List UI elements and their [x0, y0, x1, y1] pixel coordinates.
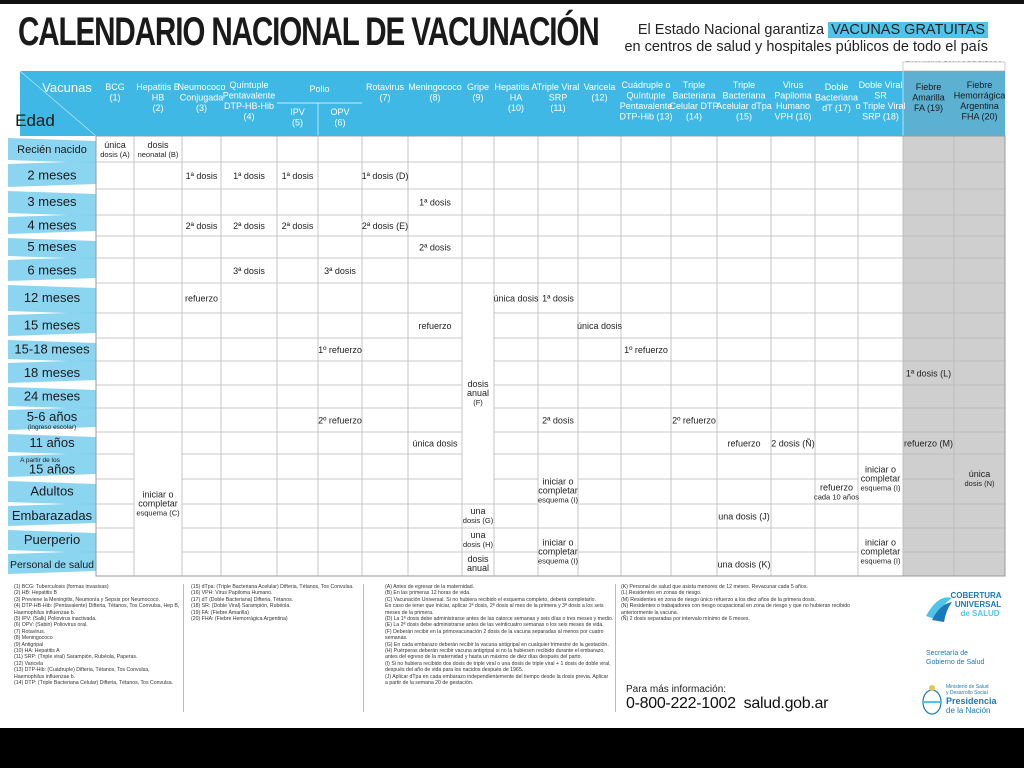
column-header-5-line: (5) — [292, 117, 303, 128]
dose-cell: 1ª dosis — [542, 293, 574, 304]
column-header-19-line: Amarilla — [912, 92, 945, 103]
footnote-line: Haemophilus influenzae b. — [14, 609, 76, 616]
dose-cell: dosis — [147, 140, 169, 150]
column-header-3-line: Conjugada — [179, 92, 224, 103]
merged-cell-text: esquema (I) — [860, 483, 901, 493]
dose-cell: 1º refuerzo — [624, 345, 668, 355]
column-header-14-line: Bacteriana — [672, 90, 716, 101]
column-header-14-line: Triple — [682, 80, 706, 90]
footnote-line: (17) dT (Doble Bacteriana) Difteria, Tétanos. — [191, 596, 294, 603]
column-header-3-line: (3) — [196, 103, 207, 113]
corner-vacunas-label: Vacunas — [42, 80, 92, 95]
merged-cell-text: iniciar o — [542, 476, 574, 487]
ministerio-text-2: y Desarrollo Social — [946, 690, 988, 696]
column-header-8-line: (8) — [429, 92, 441, 103]
column-header-3-line: Neumococo — [177, 82, 226, 92]
footnote-line: (7) Rotavirus. — [14, 628, 46, 635]
column-header-20-line: Hemorrágica — [953, 90, 1006, 101]
phone-number[interactable]: 0-800-222-1002 — [626, 695, 736, 712]
footnote-line: (J) Aplicar dTpa en cada embarazo independientemente del tiempo desde la dosis previa. Aplicar — [385, 673, 609, 680]
presidencia-text-2: de la Nación — [946, 706, 991, 715]
row-label: Adultos — [30, 483, 74, 499]
column-header-19-line: Fiebre — [915, 82, 942, 92]
merged-cell-text: anual — [466, 388, 490, 398]
column-header-6-line: OPV — [330, 107, 350, 117]
column-header-4-line: (4) — [243, 111, 255, 122]
footnote-line: (18) SR: (Doble Viral) Sarampión, Rubéola. — [191, 603, 291, 610]
column-header-11-line: SRP — [548, 92, 568, 103]
page-title: CALENDARIO NACIONAL DE VACUNACIÓN — [18, 10, 599, 54]
merged-cell-text: esquema (I) — [860, 556, 901, 566]
column-header-20-line: FHA (20) — [961, 111, 998, 122]
footnote-line: (D) La 1ª dosis debe administrarse antes de las catorce semanas y seis días o tres meses y medio. — [385, 616, 614, 623]
divider — [183, 584, 184, 712]
footnotes-col-1 — [14, 584, 179, 687]
row-label: Personal de salud — [9, 559, 95, 571]
dose-cell: 1ª dosis (D) — [361, 171, 409, 181]
column-header-17-line: Doble — [824, 82, 849, 92]
merged-cell-text: completar — [860, 473, 901, 484]
column-header-17-line: Bacteriana — [814, 92, 859, 103]
merged-cell-text: (F) — [473, 398, 483, 407]
column-header-20-line: Argentina — [960, 101, 999, 111]
row-label: 24 meses — [23, 388, 81, 404]
column-header-16-line: Virus — [782, 80, 804, 90]
row-sublabel: A partir de los — [20, 457, 60, 464]
footnote-line: (N) Residentes o trabajadores con riesgo ocupacional en zona de riesgo y que no hubieran recibido — [621, 603, 850, 610]
footnote-line: (8) Meningococo — [14, 635, 53, 642]
coat-of-arms-icon — [923, 685, 941, 714]
column-header-13-line: DTP-Hib (13) — [619, 111, 673, 122]
dose-cell-sub: dosis (A) — [100, 150, 130, 159]
dose-cell: refuerzo (M) — [903, 438, 954, 449]
column-header-2-line: Hepatitis B — [136, 82, 180, 92]
corner-edad-label: Edad — [15, 111, 55, 130]
column-header-4-line: DTP-HB-Hib — [223, 101, 275, 111]
tagline-highlight: VACUNAS GRATUITAS — [828, 22, 988, 38]
column-header-16-line: VPH (16) — [774, 111, 812, 122]
column-header-15-line: Acelular dTpa — [716, 101, 772, 111]
column-header-2-line: HB — [151, 92, 165, 103]
cobertura-text-3: de SALUD — [960, 609, 1000, 618]
dose-cell: 2ª dosis (E) — [361, 221, 409, 231]
website-link[interactable]: salud.gob.ar — [743, 695, 829, 712]
merged-cell-text: completar — [860, 546, 901, 557]
merged-cell-text: anual — [466, 563, 490, 573]
footnote-line: (E) La 2ª dosis debe administrarse antes de las veinticuatro semanas o los seis meses de vida. — [385, 622, 604, 629]
column-header-12-line: (12) — [591, 92, 608, 103]
footnote-line: Haemophilus influenzae b. — [14, 673, 76, 680]
column-header-20-line: Fiebre — [966, 80, 993, 90]
column-header-18-line: Doble Viral — [858, 80, 903, 90]
column-header-11-line: Triple Viral — [536, 82, 580, 92]
footnote-line: (16) VPH: Virus Papiloma Humano. — [191, 590, 273, 597]
row-sublabel: (ingreso escolar) — [27, 424, 77, 431]
logo-graphics — [918, 586, 1018, 726]
row-label: Puerperio — [23, 532, 81, 547]
column-header-13-line: Quíntuple — [626, 90, 666, 101]
footnote-line: anteriormente la vacuna. — [621, 609, 679, 616]
dose-cell: 2ª dosis — [185, 221, 218, 231]
footnote-line: (B) En las primeras 12 horas de vida. — [385, 590, 471, 597]
row-label: 4 meses — [27, 217, 77, 233]
footnote-line: En caso de tener que iniciar, aplicar 1ª dosis, 2ª dosis al mes de la primera y 3ª dosis a los seis — [385, 603, 604, 610]
dose-cell: 2ª dosis — [233, 221, 265, 231]
footnote-line: antes del egreso de la maternidad y hasta un máximo de diez días después del parto. — [385, 654, 582, 661]
row-label: 11 años — [29, 435, 75, 450]
dose-cell: refuerzo — [819, 482, 854, 493]
logos — [918, 586, 1018, 726]
column-header-6-line: (6) — [334, 117, 346, 128]
dose-cell: una dosis (J) — [718, 511, 770, 522]
footnote-line: (13) DTP-Hib: (Cuádruple) Difteria, Tétanos, Tos Convulsa, — [14, 667, 150, 674]
bottom-border — [0, 728, 1024, 768]
tagline-line2: en centros de salud y hospitales públicos de todo el país — [624, 39, 988, 55]
column-header-13-line: Pentavalente — [619, 101, 673, 111]
merged-cell-text: iniciar o — [542, 537, 574, 548]
merged-cell-text: dosis (G) — [462, 516, 494, 525]
merged-cell-text: completar — [538, 485, 578, 496]
dose-cell: 2ª dosis — [542, 415, 574, 426]
row-label: 15-18 meses — [14, 341, 90, 357]
footnote-line: (1) BCG: Tuberculosis (formas invasivas) — [14, 584, 109, 590]
column-header-15-line: Bacteriana — [722, 90, 766, 101]
merged-cell-text: iniciar o — [864, 537, 897, 548]
column-header-10-line: HA — [509, 92, 523, 103]
dose-cell: 1ª dosis — [419, 197, 451, 208]
merged-cell-text: completar — [538, 546, 578, 557]
column-header-18-line: SRP (18) — [862, 111, 899, 122]
merged-cell-text: dosis — [467, 379, 489, 389]
column-header-5-line: IPV — [290, 107, 305, 117]
column-header-9-line: Gripe — [466, 82, 490, 92]
divider — [363, 584, 364, 712]
merged-cell-text: única — [968, 469, 991, 479]
column-header-13-line: Cuádruple o — [621, 80, 671, 90]
merged-cell-text: esquema (I) — [537, 556, 579, 566]
dose-cell: 1ª dosis — [281, 171, 314, 181]
footnote-line: (19) FA: (Fiebre Amarilla) — [191, 609, 249, 616]
polio-group-label: Polio — [309, 84, 330, 94]
column-header-7-line: (7) — [379, 92, 391, 103]
merged-cell-text: dosis (H) — [462, 540, 494, 549]
dose-cell: 2ª dosis — [281, 221, 314, 231]
footnote-line: (M) Residentes en zona de riesgo único refuerzo a los diez años de la primera dosis. — [621, 596, 816, 603]
footnote-line: (3) Previene la Meningitis, Neumonía y Sepsis por Neumococo. — [14, 596, 160, 603]
footnotes-col-2 — [191, 584, 354, 622]
column-header-14-line: (14) — [685, 111, 703, 122]
dose-cell: única — [104, 140, 126, 150]
row-label: 18 meses — [23, 365, 81, 380]
footnote-line: (F) Deberán recibir en la primovacunación 2 dosis de la vacuna separadas al menos por cuatro — [385, 628, 604, 635]
row-label: 12 meses — [23, 290, 81, 305]
row-label: 15 años — [28, 461, 76, 477]
merged-cell-text: iniciar o — [864, 464, 897, 475]
dose-cell: 2 dosis (Ñ) — [771, 438, 815, 449]
merged-cell-text: completar — [138, 498, 178, 509]
dose-cell-sub: cada 10 años — [813, 492, 860, 502]
footnotes-col-4 — [621, 584, 850, 622]
dose-cell-sub: neonatal (B) — [137, 150, 179, 159]
column-header-17-line: dT (17) — [822, 103, 851, 113]
footnote-line: (Ñ) 2 dosis separadas por intervalo mínimo de 6 meses. — [621, 616, 750, 623]
footnote-line: (20) FHA: (Fiebre Hemorrágica Argentina) — [191, 616, 288, 623]
cobertura-text-2: UNIVERSAL — [954, 600, 1002, 609]
footnote-line: (4) DTP-HB-Hib: (Pentavalente) Difteria, Tétanos, Tos Convulsa, Hep B, — [14, 603, 180, 610]
column-header-19-line: FA (19) — [913, 103, 944, 113]
column-header-1-line: (1) — [109, 92, 121, 103]
secretaria-text-1: Secretaría de — [926, 650, 969, 657]
dose-cell: refuerzo — [184, 293, 219, 304]
ministerio-text-1: Ministerio de Salud — [946, 684, 989, 690]
footnote-line: (K) Personal de salud que asista menores de 12 meses. Revacunar cada 5 años. — [621, 584, 808, 590]
column-header-7-line: Rotavirus — [365, 82, 405, 92]
footnote-line: (H) Puérperas deberán recibir vacuna antigripal si no la hubiesen recibido durante el embarazo, — [385, 648, 605, 655]
footnote-line: (15) dTpa: (Triple Bacteriana Acelular) Difteria, Tétanos, Tos Convulsa. — [191, 584, 354, 590]
row-label: 3 meses — [27, 194, 77, 209]
dose-cell: única dosis — [412, 438, 458, 449]
dose-cell: 1º refuerzo — [318, 345, 362, 355]
cobertura-text-1: COBERTURA — [950, 591, 1002, 600]
dose-cell: 2ª dosis — [419, 242, 451, 253]
column-header-15-line: Triple — [732, 80, 756, 90]
dose-cell: 1ª dosis — [233, 171, 265, 181]
footnote-line: (14) DTP: (Triple Bacteriana Celular) Difteria, Tétanos, Tos Convulsa. — [14, 680, 174, 687]
secretaria-text-2: Gobierno de Salud — [926, 659, 985, 666]
dose-cell: refuerzo — [727, 438, 761, 449]
dose-cell: única dosis — [576, 321, 623, 331]
presidencia-text-1: Presidencia — [946, 696, 997, 706]
column-header-11-line: (11) — [550, 103, 566, 113]
column-header-4-line: Pentavalente — [222, 90, 276, 101]
footnote-line: (10) HA: Hepatitis A — [14, 648, 60, 655]
column-header-10-line: Hepatitis A — [494, 82, 538, 92]
merged-cell-text: dosis (N) — [964, 479, 995, 488]
dose-cell: 3ª dosis — [324, 266, 356, 276]
tagline-text: El Estado Nacional garantiza — [637, 22, 829, 38]
row-label: 5 meses — [27, 239, 77, 254]
footnote-line: (9) Antigripal — [14, 641, 44, 648]
footnote-line: (C) Vacunación Universal. Si no hubiera recibido el esquema completo, deberá completarlo. — [385, 596, 596, 603]
dose-cell: 1ª dosis (L) — [905, 368, 952, 379]
column-header-16-line: Humano — [775, 101, 811, 111]
footnotes-col-3 — [385, 584, 613, 687]
info-label: Para más información: — [626, 684, 727, 695]
column-header-2-line: (2) — [152, 103, 164, 113]
footnote-line: a partir de la semana 20 de gestación. — [385, 680, 474, 687]
footnote-line: (6) OPV: (Sabin) Poliovirus oral. — [14, 622, 88, 629]
footnote-line: meses de la primera. — [385, 609, 434, 616]
row-label: Embarazadas — [11, 508, 93, 523]
dose-cell: 3ª dosis — [233, 266, 265, 276]
dose-cell: 2º refuerzo — [672, 415, 716, 426]
dose-cell: refuerzo — [418, 321, 452, 331]
column-header-8-line: Meningococo — [408, 82, 462, 92]
column-header-18-line: o Triple Viral — [855, 101, 906, 111]
row-label: 5-6 años — [26, 409, 78, 424]
merged-cell-text: una — [470, 506, 486, 516]
row-label: Recién nacido — [17, 144, 87, 156]
dose-cell: 2º refuerzo — [318, 415, 362, 426]
footnote-line: (12) Varicela — [14, 660, 44, 667]
footnote-line: (G) En cada embarazo deberán recibir la vacuna antigripal en cualquier trimestre de la gestación. — [385, 641, 609, 648]
column-header-12-line: Varicela — [583, 82, 616, 92]
column-header-1-line: BCG — [105, 82, 125, 92]
merged-cell-text: una — [470, 530, 486, 540]
merged-cell-text: esquema (C) — [136, 508, 180, 518]
footnote-line: (2) HB: Hepatitis B — [14, 590, 57, 597]
column-header-14-line: Celular DTP — [669, 101, 719, 111]
column-header-10-line: (10) — [507, 103, 525, 113]
row-label: 15 meses — [23, 317, 81, 333]
merged-cell-text: dosis — [467, 554, 489, 564]
column-header-18-line: SR — [874, 90, 887, 101]
footnote-line: (A) Antes de egresar de la maternidad. — [385, 584, 475, 590]
column-header-16-line: Papiloma — [774, 90, 812, 101]
column-header-9-line: (9) — [472, 92, 484, 103]
footnote-line: semanas. — [385, 635, 408, 642]
row-label: 6 meses — [27, 262, 77, 278]
dose-cell: una dosis (K) — [717, 559, 771, 570]
column-header-15-line: (15) — [735, 111, 753, 122]
risk-zone-tag — [903, 62, 1005, 71]
contact-info — [626, 684, 828, 713]
footnote-line: después del año de vida para los nacidos después de 1965. — [385, 667, 524, 674]
footnote-line: (11) SRP: (Triple viral) Sarampión, Rubéola, Paperas. — [14, 654, 138, 661]
footnote-line: (L) Residentes en zonas de riesgo. — [621, 590, 702, 597]
dose-cell: única dosis — [493, 293, 539, 304]
footnote-line: (I) Si no hubiera recibido dos dosis de triple viral o una dosis de triple viral + 1 dosis de doble viral, — [385, 660, 611, 667]
divider — [615, 584, 616, 712]
column-header-4-line: Quíntuple — [229, 80, 269, 90]
dose-cell: 1ª dosis — [185, 171, 218, 181]
row-label: 2 meses — [27, 167, 77, 183]
merged-cell-text: iniciar o — [142, 489, 174, 500]
footnote-line: (5) IPV: (Salk) Poliovirus inactivada. — [14, 616, 97, 623]
merged-cell-text: esquema (I) — [537, 495, 579, 505]
